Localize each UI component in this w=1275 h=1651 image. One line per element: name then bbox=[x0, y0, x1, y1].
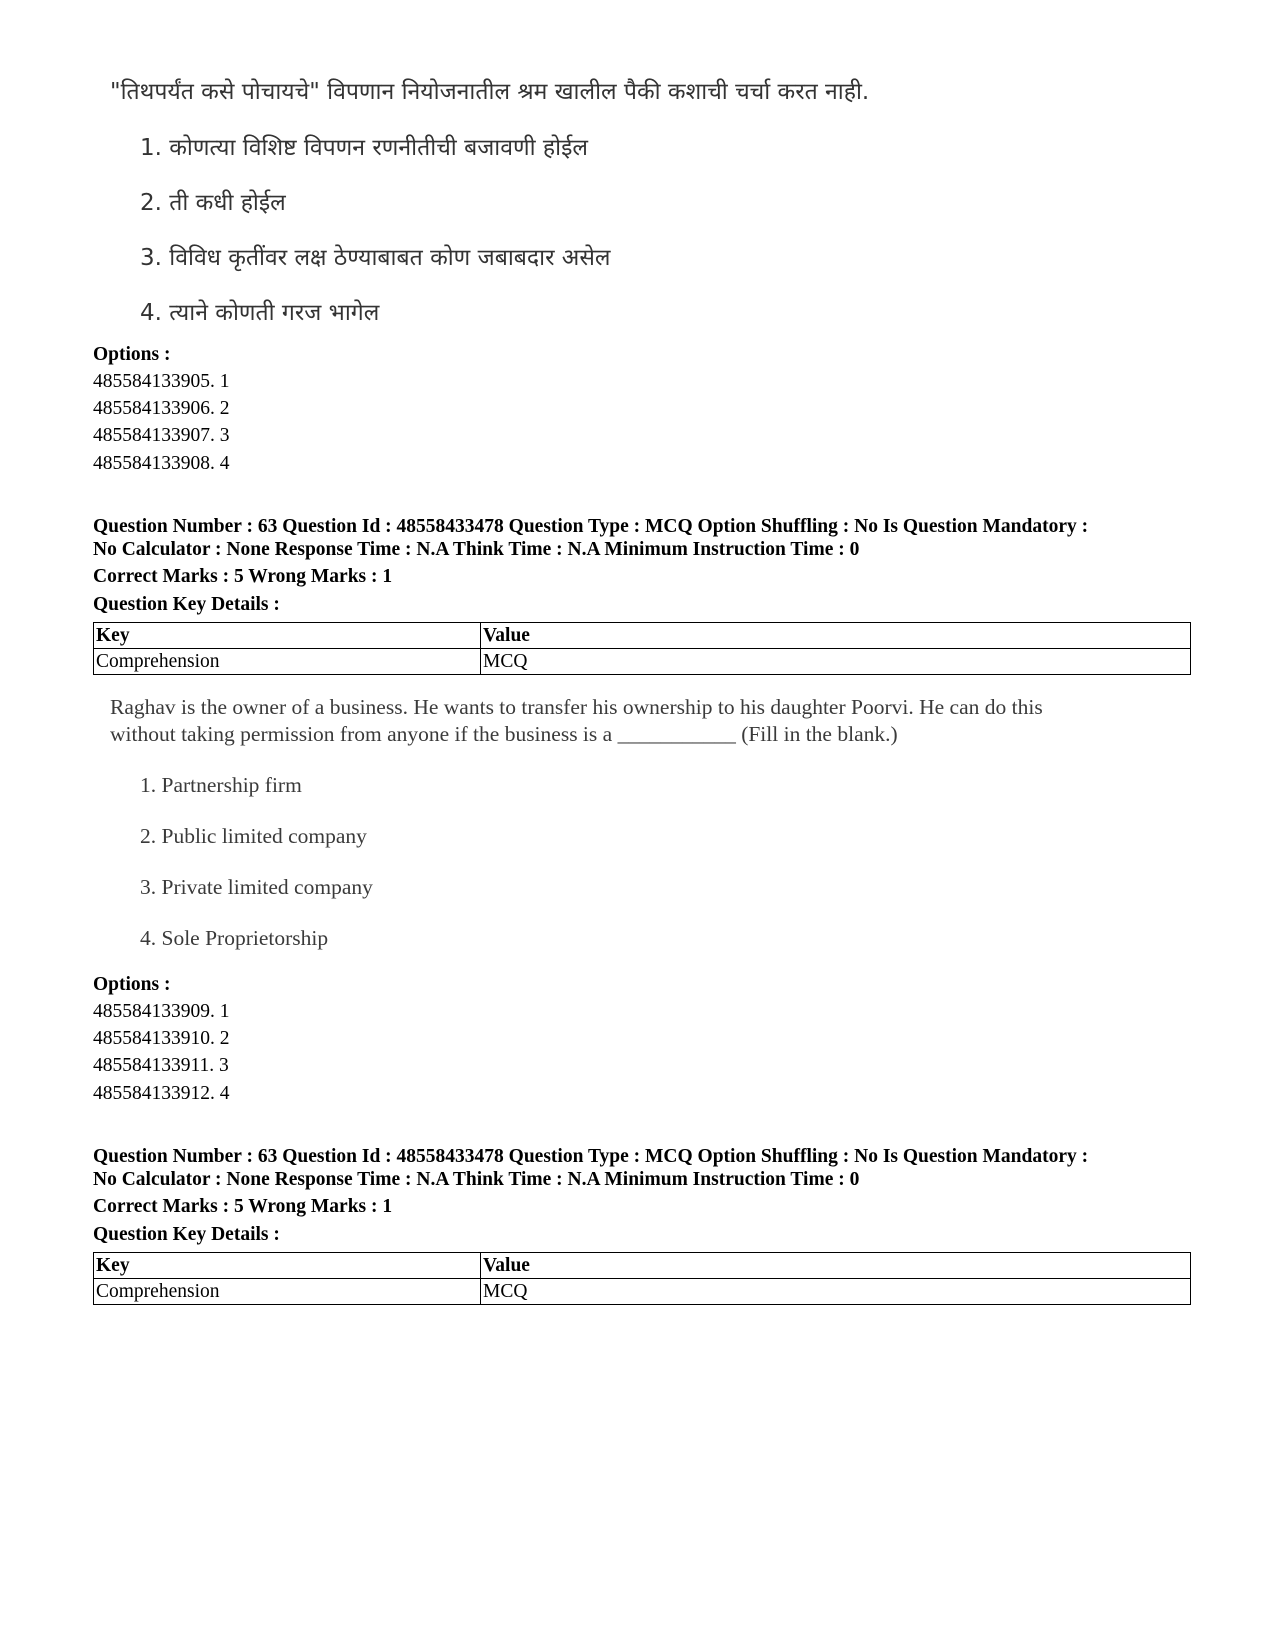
marks-line: Correct Marks : 5 Wrong Marks : 1 bbox=[93, 566, 393, 587]
option-id-4: 485584133908. 4 bbox=[93, 453, 230, 474]
question-meta-line-2: No Calculator : None Response Time : N.A Think Time : N.A Minimum Instruction Time : 0 bbox=[93, 539, 860, 560]
table-cell-value: MCQ bbox=[481, 1279, 1191, 1305]
question-choice-4: 4. Sole Proprietorship bbox=[140, 926, 329, 950]
key-details-table bbox=[93, 1252, 1191, 1305]
option-id-2: 485584133906. 2 bbox=[93, 398, 230, 419]
option-id-1: 485584133909. 1 bbox=[93, 1001, 230, 1022]
table-header-row bbox=[94, 623, 1191, 649]
question-meta-line-1: Question Number : 63 Question Id : 48558433478 Question Type : MCQ Option Shuffling : No Is Question Mandatory : bbox=[93, 516, 1089, 537]
table-row bbox=[94, 1279, 1191, 1305]
option-id-3: 485584133907. 3 bbox=[93, 425, 230, 446]
table-header-value: Value bbox=[481, 1253, 1191, 1279]
key-details-table bbox=[93, 622, 1191, 675]
question-text-line-2: without taking permission from anyone if the business is a ___________ (Fill in the blank.) bbox=[110, 722, 898, 746]
table-header-key: Key bbox=[94, 623, 481, 649]
options-label: Options : bbox=[93, 974, 171, 995]
option-id-3: 485584133911. 3 bbox=[93, 1055, 229, 1076]
options-label: Options : bbox=[93, 344, 171, 365]
question-choice-3: 3. Private limited company bbox=[140, 875, 373, 899]
question-meta-line-1: Question Number : 63 Question Id : 48558433478 Question Type : MCQ Option Shuffling : No Is Question Mandatory : bbox=[93, 1146, 1089, 1167]
question-choice-1: 1. Partnership firm bbox=[140, 773, 302, 797]
table-cell-key: Comprehension bbox=[94, 1279, 481, 1305]
question-meta-line-2: No Calculator : None Response Time : N.A Think Time : N.A Minimum Instruction Time : 0 bbox=[93, 1169, 860, 1190]
question-choice-3: 3. विविध कृतींवर लक्ष ठेण्याबाबत कोण जबाबदार असेल bbox=[140, 245, 611, 271]
table-header-value: Value bbox=[481, 623, 1191, 649]
table-row bbox=[94, 649, 1191, 675]
question-text-line-1: Raghav is the owner of a business. He wants to transfer his ownership to his daughter Poorvi. He can do this bbox=[110, 695, 1043, 719]
question-choice-1: 1. कोणत्या विशिष्ट विपणन रणनीतीची बजावणी होईल bbox=[140, 135, 588, 161]
table-cell-key: Comprehension bbox=[94, 649, 481, 675]
key-details-label: Question Key Details : bbox=[93, 594, 280, 615]
option-id-1: 485584133905. 1 bbox=[93, 371, 230, 392]
question-choice-2: 2. ती कधी होईल bbox=[140, 190, 286, 216]
table-cell-value: MCQ bbox=[481, 649, 1191, 675]
key-details-label: Question Key Details : bbox=[93, 1224, 280, 1245]
table-header-row bbox=[94, 1253, 1191, 1279]
question-choice-4: 4. त्याने कोणती गरज भागेल bbox=[140, 300, 380, 326]
option-id-4: 485584133912. 4 bbox=[93, 1083, 230, 1104]
question-text-marathi: "तिथपर्यंत कसे पोचायचे" विपणान नियोजनातील श्रम खालील पैकी कशाची चर्चा करत नाही. bbox=[110, 79, 870, 105]
question-choice-2: 2. Public limited company bbox=[140, 824, 367, 848]
table-header-key: Key bbox=[94, 1253, 481, 1279]
marks-line: Correct Marks : 5 Wrong Marks : 1 bbox=[93, 1196, 393, 1217]
option-id-2: 485584133910. 2 bbox=[93, 1028, 230, 1049]
